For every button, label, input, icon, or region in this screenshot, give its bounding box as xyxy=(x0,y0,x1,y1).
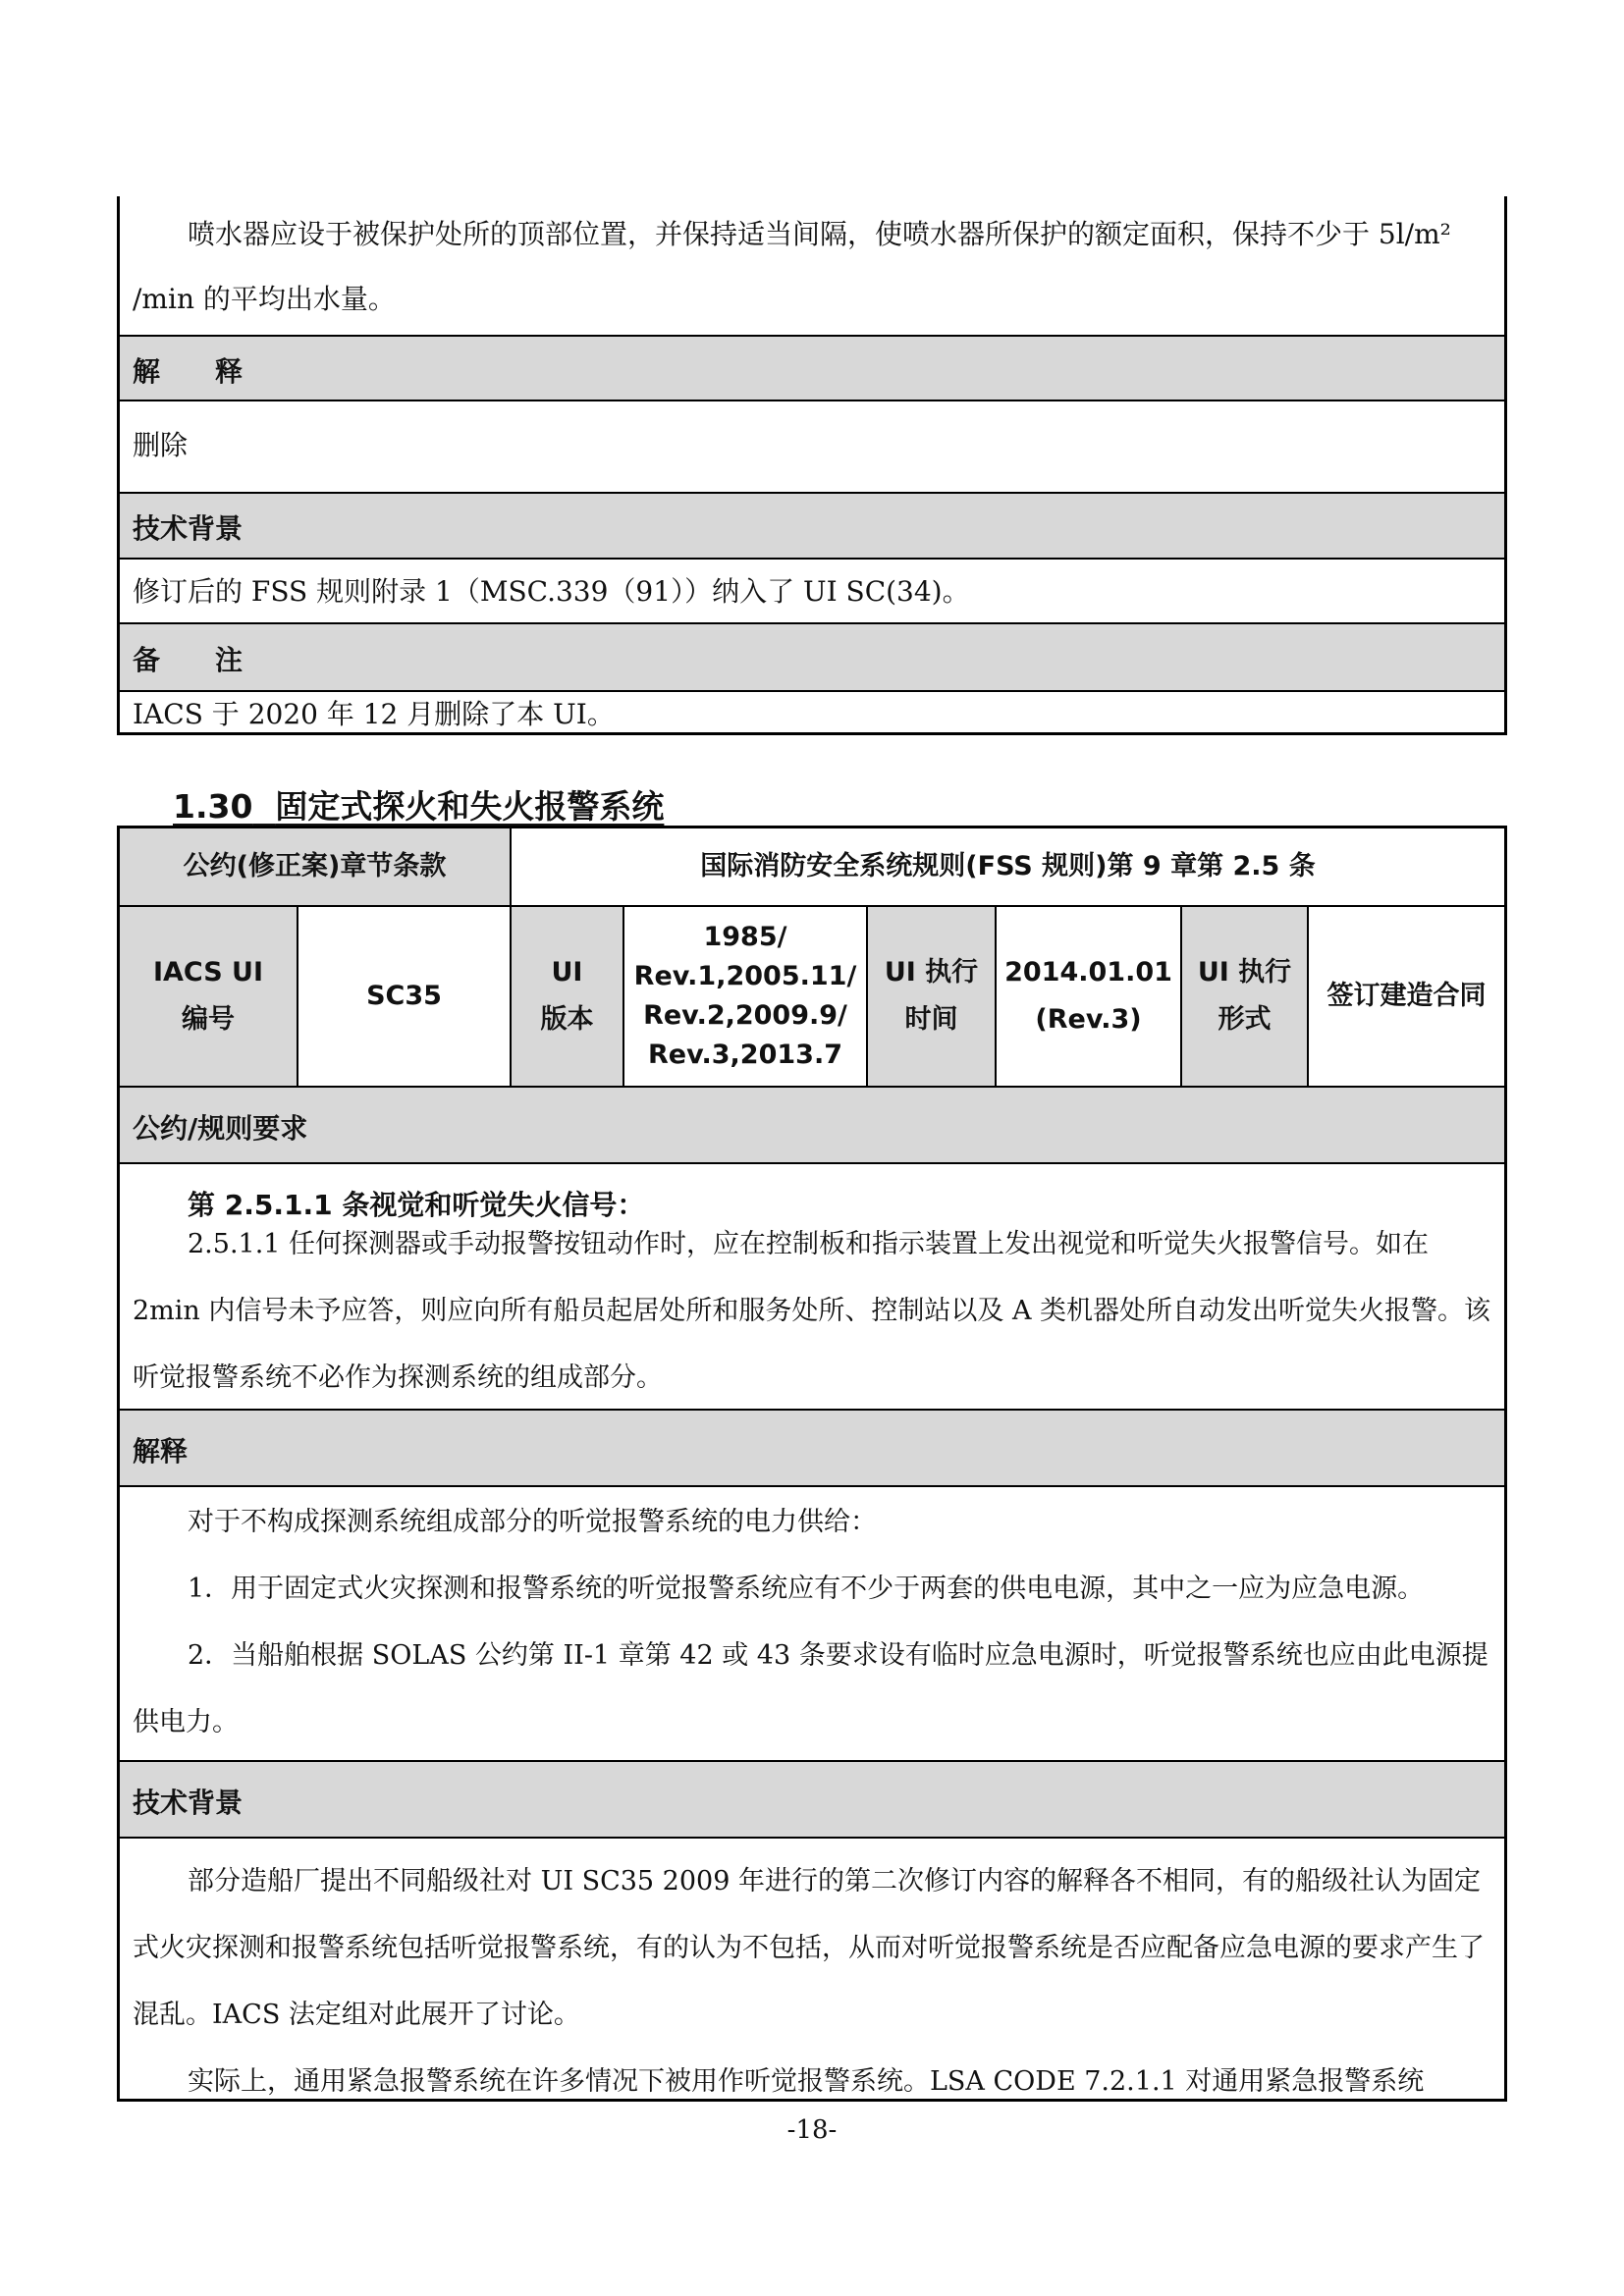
interpretation-row xyxy=(120,400,1504,492)
ui-date-value-line1: 2014.01.01 xyxy=(1004,957,1172,988)
interpretation-header-row xyxy=(120,335,1504,400)
regulation-value: 国际消防安全系统规则(FSS 规则)第 9 章第 2.5 条 xyxy=(512,828,1504,905)
page-number: -18- xyxy=(786,2115,838,2145)
ui-date-label xyxy=(868,907,995,1086)
section-number: 1.30 xyxy=(173,787,253,826)
section-title-text: 固定式探火和失火报警系统 xyxy=(275,787,665,826)
background-paragraph-1: 部分造船厂提出不同船级社对 UI SC35 2009 年进行的第二次修订内容的解释各不相同，有的船级社认为固定式火灾探测和报警系统包括听觉报警系统，有的认为不包括，从而对听觉报警系统是否应配备应急电源的要求产生了混乱。IACS 法定组对此展开了讨论。 xyxy=(133,1866,1485,2030)
requirement-text-row xyxy=(120,196,1504,335)
background-heading: 技术背景 xyxy=(133,1787,244,1819)
ui-number-value: SC35 xyxy=(366,981,442,1011)
interpretation-heading: 解释 xyxy=(133,1435,189,1468)
ui-date-value-line2: (Rev.3) xyxy=(1035,1004,1142,1035)
ui-date-value xyxy=(997,907,1180,1086)
ui-version-label-line1: UI xyxy=(551,957,583,988)
background-text: 修订后的 FSS 规则附录 1（MSC.339（91））纳入了 UI SC(34)。 xyxy=(133,575,970,608)
requirements-header-row xyxy=(120,1086,1504,1162)
regulation-row xyxy=(120,828,1504,905)
ui-form-value: 签订建造合同 xyxy=(1326,981,1487,1011)
section-title xyxy=(173,781,664,828)
requirement-line-2: /min 的平均出水量。 xyxy=(133,283,396,315)
interpretation-body xyxy=(120,1485,1504,1760)
notes-header-row xyxy=(120,622,1504,690)
background-row xyxy=(120,558,1504,622)
requirements-subheading: 第 2.5.1.1 条视觉和听觉失火信号： xyxy=(188,1189,645,1221)
background-body xyxy=(120,1837,1504,2099)
regulation-label: 公约(修正案)章节条款 xyxy=(183,851,447,881)
requirements-text: 2.5.1.1 任何探测器或手动报警按钮动作时，应在控制板和指示装置上发出视觉和听觉失火报警信号。如在 2min 内信号未予应答，则应向所有船员起居处所和服务处所、控制站以及 A 类机器处所自动发出听觉失火报警。该听觉报警系统不必作为探测系统的组成部分。 xyxy=(133,1229,1491,1393)
ui-number-label-line2: 编号 xyxy=(182,1004,235,1035)
ui-form-label-line1: UI 执行 xyxy=(1197,957,1292,988)
interpretation-item-2: 2．当船舶根据 SOLAS 公约第 II-1 章第 42 或 43 条要求设有临时应急电源时，听觉报警系统也应由此电源提供电力。 xyxy=(133,1640,1489,1737)
interpretation-text: 删除 xyxy=(133,429,189,461)
requirement-line-1: 喷水器应设于被保护处所的顶部位置，并保持适当间隔，使喷水器所保护的额定面积，保持不少于 5l/m² xyxy=(188,218,1451,250)
interpretation-item-1: 1．用于固定式火灾探测和报警系统的听觉报警系统应有不少于两套的供电电源，其中之一应为应急电源。 xyxy=(188,1574,1425,1604)
ui-form-label xyxy=(1182,907,1307,1086)
version-line: Rev.3,2013.7 xyxy=(648,1040,842,1070)
ui-date-label-line2: 时间 xyxy=(904,1004,958,1035)
background-header-row xyxy=(120,492,1504,558)
background-paragraph-2: 实际上，通用紧急报警系统在许多情况下被用作听觉报警系统。LSA CODE 7.2.1.1 对通用紧急报警系统 xyxy=(188,2066,1425,2097)
interpretation-header-row xyxy=(120,1409,1504,1485)
background-header-row xyxy=(120,1760,1504,1837)
previous-entry-table xyxy=(117,196,1507,735)
background-heading: 技术背景 xyxy=(133,512,244,545)
ui-version-value xyxy=(624,907,866,1086)
requirements-heading: 公约/规则要求 xyxy=(133,1112,308,1145)
ui-version-label-line2: 版本 xyxy=(540,1004,594,1035)
version-line: Rev.1,2005.11/ xyxy=(633,961,857,991)
ui-number-label-line1: IACS UI xyxy=(152,957,264,988)
version-line: Rev.2,2009.9/ xyxy=(643,1000,847,1031)
notes-text: IACS 于 2020 年 12 月删除了本 UI。 xyxy=(133,698,615,730)
ui-version-label xyxy=(512,907,623,1086)
notes-heading: 备 注 xyxy=(133,644,244,676)
ui-date-label-line1: UI 执行 xyxy=(884,957,979,988)
interpretation-intro: 对于不构成探测系统组成部分的听觉报警系统的电力供给： xyxy=(188,1507,877,1537)
ui-sc35-table xyxy=(117,826,1507,2102)
notes-row xyxy=(120,690,1504,732)
ui-info-row xyxy=(120,905,1504,1086)
ui-form-label-line2: 形式 xyxy=(1218,1004,1272,1035)
requirements-body xyxy=(120,1162,1504,1409)
version-line: 1985/ xyxy=(703,922,787,952)
ui-number-label xyxy=(120,907,297,1086)
interpretation-heading: 解 释 xyxy=(133,355,244,388)
